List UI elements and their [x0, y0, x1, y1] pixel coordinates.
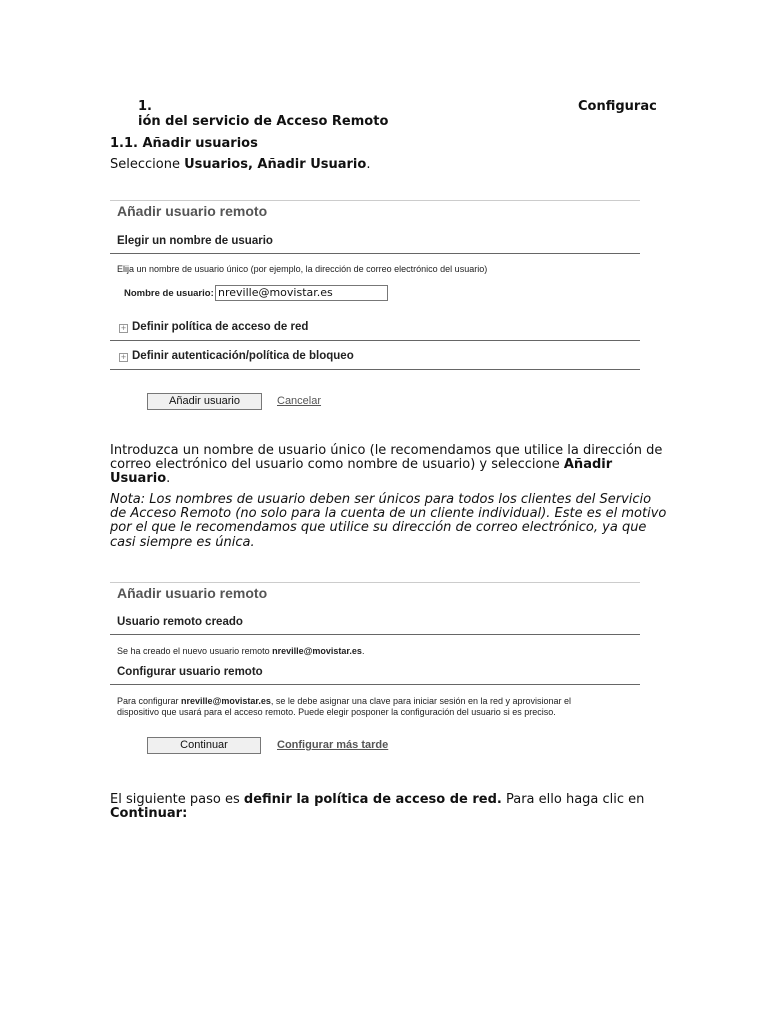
intro-end: . [366, 157, 371, 172]
subheading: 1.1. Añadir usuarios [110, 136, 258, 151]
username-input[interactable]: nreville@movistar.es [215, 285, 388, 301]
config-message [117, 696, 607, 718]
panel-top-rule [110, 582, 640, 583]
final-paragraph [110, 793, 670, 821]
cancel-link[interactable]: Cancelar [277, 395, 322, 407]
paragraph-end: . [166, 471, 171, 487]
final-text-mid: Para ello haga clic en [501, 792, 645, 807]
paragraph-text: Introduzca un nombre de usuario único (le recomendamos que utilice la dirección de correo electrónico del usuario como nombre de usuario) y seleccione [110, 443, 663, 473]
section-rule [110, 684, 640, 685]
created-text: Se ha creado el nuevo usuario remoto [117, 646, 273, 656]
heading-number: 1. [138, 99, 152, 114]
section-title: Configurar usuario remoto [117, 666, 263, 678]
created-end: . [361, 646, 365, 656]
heading-title-end: ión del servicio de Acceso Remoto [138, 114, 389, 129]
configure-later-link[interactable]: Configurar más tarde [277, 739, 389, 751]
expand-icon[interactable]: + [120, 353, 127, 361]
config-text-rest: , se le debe asignar una clave para iniciar sesión en la red y aprovisionar el dispositivo que usará para el acceso remoto. Puede elegir posponer la configuración del usuario si es preciso. [117, 696, 572, 717]
created-user: nreville@movistar.es [272, 646, 362, 656]
heading-title-start: Configurac [578, 99, 657, 114]
final-bold-continue: Continuar: [110, 806, 188, 822]
created-message [117, 646, 364, 656]
panel-title: Añadir usuario remoto [117, 203, 268, 219]
username-label: Nombre de usuario: [124, 288, 214, 299]
expander-auth-policy[interactable]: Definir autenticación/política de bloqueo [132, 350, 354, 362]
config-user: nreville@movistar.es [181, 696, 271, 706]
section-rule [110, 634, 640, 635]
final-bold: definir la política de acceso de red. [243, 792, 502, 807]
intro-text: Seleccione [110, 157, 185, 172]
expand-icon[interactable]: + [120, 324, 127, 332]
instruction-text: Elija un nombre de usuario único (por ejemplo, la dirección de correo electrónico del usuario) [117, 264, 488, 274]
section-title: Usuario remoto creado [117, 616, 243, 628]
add-user-button[interactable]: Añadir usuario [147, 393, 262, 410]
note-paragraph: Nota: Los nombres de usuario deben ser únicos para todos los clientes del Servicio de Acceso Remoto (no solo para la cuenta de un cliente individual). Este es el motivo por el que le recomendamos que utilice su dirección de correo electrónico, ya que casi siempre es única. [110, 492, 667, 550]
paragraph-bold: Añadir Usuario [110, 457, 613, 487]
expander-network-policy[interactable]: Definir política de acceso de red [132, 321, 309, 333]
config-text: Para configurar [117, 696, 182, 706]
final-text: El siguiente paso es [110, 792, 244, 807]
section-title: Elegir un nombre de usuario [117, 235, 273, 247]
panel-title: Añadir usuario remoto [117, 585, 268, 601]
intro-bold: Usuarios, Añadir Usuario [184, 157, 367, 172]
continue-button[interactable]: Continuar [147, 737, 261, 754]
